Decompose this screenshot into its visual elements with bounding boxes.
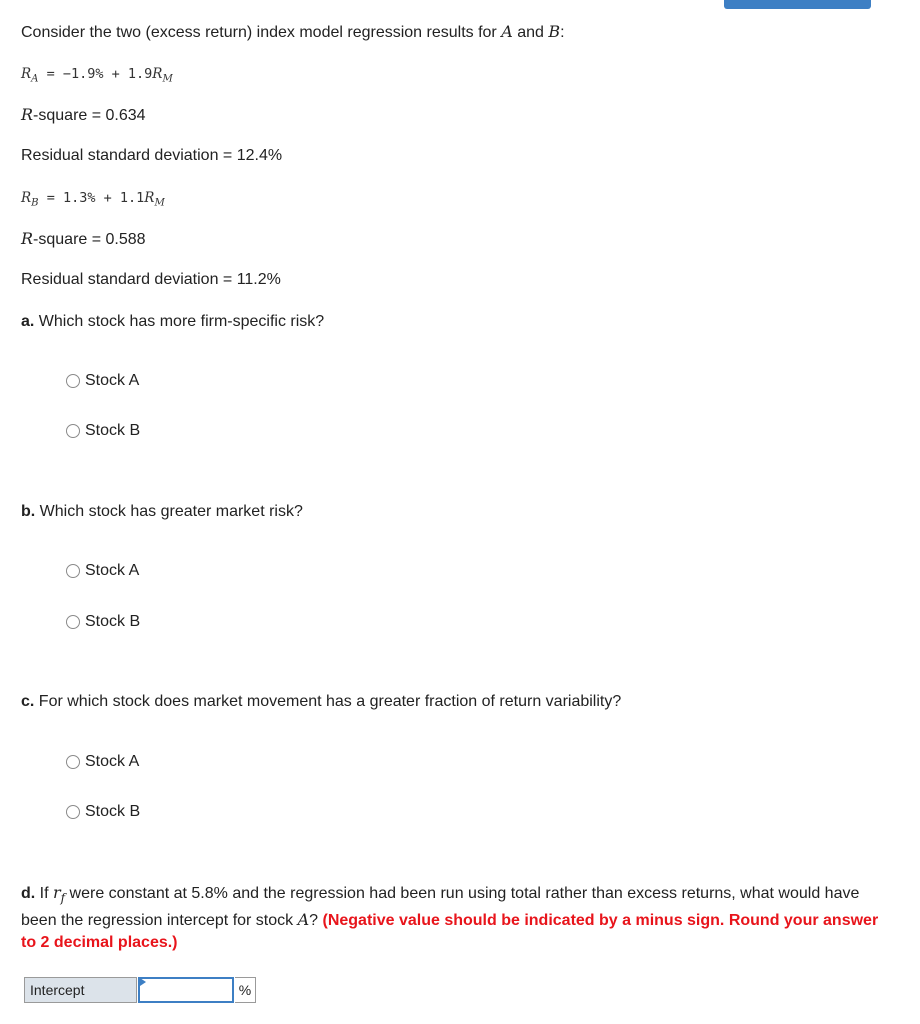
radio-button[interactable] <box>66 424 80 438</box>
question-c <box>21 692 621 712</box>
option-label: Stock A <box>85 753 140 770</box>
option-a-stock-a[interactable] <box>66 371 139 391</box>
option-label: Stock B <box>85 803 141 820</box>
eq-b-lhs-var: R <box>21 190 32 206</box>
rsq-b-var: R <box>21 229 34 248</box>
rsq-a-var: R <box>21 105 34 124</box>
option-b-stock-b[interactable] <box>66 612 140 632</box>
option-label: Stock B <box>85 613 141 630</box>
intercept-input[interactable] <box>138 977 234 1003</box>
var-b: B <box>548 22 561 41</box>
radio-button[interactable] <box>66 374 80 388</box>
top-action-button[interactable] <box>724 0 871 9</box>
option-label: Stock A <box>85 372 140 389</box>
eq-b-rhs-var: R <box>144 190 155 206</box>
question-a-letter: a. <box>21 313 35 330</box>
radio-button[interactable] <box>66 755 80 769</box>
eq-a-lhs-sub: A <box>31 73 39 85</box>
question-d-text3: ? <box>309 912 323 930</box>
intercept-label: Intercept <box>24 977 137 1003</box>
question-d <box>21 882 891 954</box>
percent-unit: % <box>235 977 256 1003</box>
input-flag-icon <box>140 978 146 986</box>
stock-var: A <box>297 910 310 930</box>
eq-a-lhs-var: R <box>21 66 32 82</box>
eq-a-middle: = −1.9% + 1.9 <box>38 66 153 82</box>
question-b <box>21 502 303 522</box>
rf-var: r <box>53 883 61 902</box>
intro-and: and <box>512 24 549 41</box>
rsquare-a <box>21 105 146 126</box>
residual-a: Residual standard deviation = 12.4% <box>21 147 283 164</box>
question-d-text2: were constant at 5.8% and the regression had been run using total rather than excess returns, what would have been the regression intercept for stock <box>21 885 860 930</box>
option-label: Stock A <box>85 562 140 579</box>
question-a <box>21 312 324 332</box>
equation-b <box>21 188 165 214</box>
radio-button[interactable] <box>66 615 80 629</box>
rsq-a-text: -square = 0.634 <box>33 107 146 124</box>
rsquare-b <box>21 229 146 250</box>
eq-a-rhs-sub: M <box>162 73 173 85</box>
intercept-answer-row <box>24 977 256 1003</box>
intercept-input-wrapper <box>138 977 234 1003</box>
radio-button[interactable] <box>66 805 80 819</box>
residual-b: Residual standard deviation = 11.2% <box>21 271 281 288</box>
eq-b-middle: = 1.3% + 1.1 <box>38 190 145 206</box>
question-d-letter: d. <box>21 885 36 902</box>
option-b-stock-a[interactable] <box>66 561 139 581</box>
intro-text: Consider the two (excess return) index model regression results for <box>21 24 502 41</box>
intro-colon: : <box>560 24 565 41</box>
radio-button[interactable] <box>66 564 80 578</box>
rf-sub: f <box>60 891 66 906</box>
option-label: Stock B <box>85 422 141 439</box>
question-a-text: Which stock has more firm-specific risk? <box>34 313 325 330</box>
eq-a-rhs-var: R <box>152 66 163 82</box>
option-c-stock-a[interactable] <box>66 752 139 772</box>
question-d-text1: If <box>35 885 53 902</box>
instruction-text: (Negative value should be indicated by a minus sign. Round your answer to 2 decimal places.) <box>21 912 879 952</box>
rsq-b-text: -square = 0.588 <box>33 231 146 248</box>
option-a-stock-b[interactable] <box>66 421 140 441</box>
eq-b-lhs-sub: B <box>31 197 39 209</box>
problem-intro <box>21 22 565 43</box>
question-b-letter: b. <box>21 503 36 520</box>
equation-a <box>21 64 173 90</box>
question-c-text: For which stock does market movement has a greater fraction of return variability? <box>34 693 622 710</box>
var-a: A <box>501 22 513 41</box>
question-c-letter: c. <box>21 693 35 710</box>
option-c-stock-b[interactable] <box>66 802 140 822</box>
eq-b-rhs-sub: M <box>154 197 165 209</box>
question-b-text: Which stock has greater market risk? <box>35 503 303 520</box>
